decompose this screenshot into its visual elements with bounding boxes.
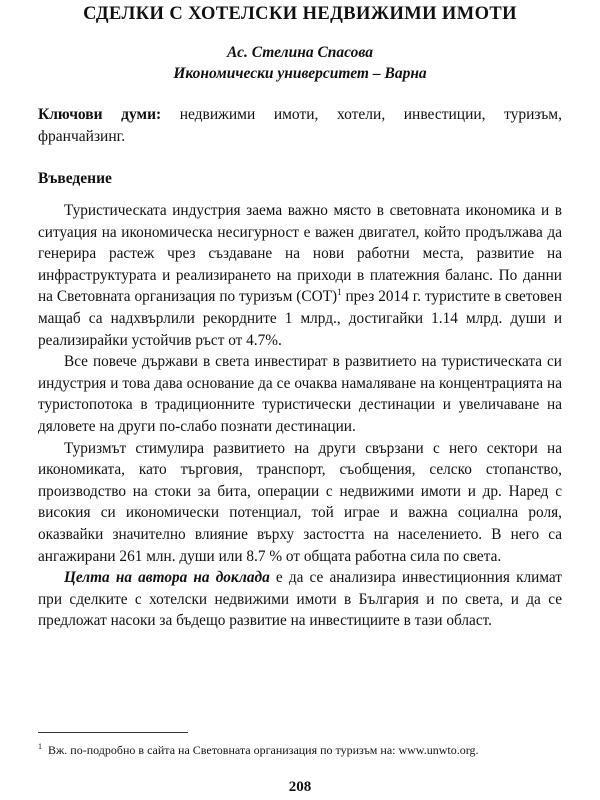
paragraph-1-text-b: през 2014 г. туристите в световен мащаб са надхвърлили рекордните 1 млрд., достигайки 1.14 млрд. души и реализирайки устойчив ръст от 4.7%. [38, 288, 563, 349]
paragraph-1 [38, 200, 562, 351]
paper-title: СДЕЛКИ С ХОТЕЛСКИ НЕДВИЖИМИ ИМОТИ [83, 4, 517, 24]
paragraph-2: Все повече държави в света инвестират в развитието на туристическата си индустрия и това дава основание да се очаква намаляване на концентрацията на туристопотока в традиционните туристически дестинации и увеличаване на дяловете на други по-слабо познати дестинации. [38, 353, 562, 435]
keywords-label: Ключови думи: [38, 106, 162, 123]
page-number: 208 [288, 779, 312, 795]
paper-aim-phrase: Целта на автора на доклада [64, 569, 270, 587]
paragraph-3: Туризмът стимулира развитието на други свързани с него сектори на икономиката, като търговия, транспорт, съобщения, селско стопанство, производство на стоки за бита, операции с недвижими имоти и др. Наред с високия си икономически потенциал, той играе и важна социална роля, оказвайки значително влияние върху застостта на населението. В него са ангажирани 261 млн. души или 8.7 % от общата работна сила по света. [38, 439, 562, 565]
author-block [38, 42, 562, 84]
paragraph-4-text: е да се анализира инвестиционния климат при сделките с хотелски недвижими имоти в България и по света, и да се предложат насоки за бъдещо развитие на инвестициите в тази област. [38, 569, 562, 630]
introduction-body [38, 200, 562, 632]
author-name: Ас. Стелина Спасова [227, 44, 373, 61]
footnote-divider [38, 732, 188, 733]
section-heading-introduction: Въведение [38, 170, 112, 187]
paragraph-1-text-a: Туристическата индустрия заема важно място в световната икономика и в ситуация на икономическа несигурност е важен двигател, който продължава да генерира растеж чрез създаване на нови работни места, развитие на инфраструктурата и реализирането на приходи в платежния баланс. По данни на Световната организация по туризъм (СОТ) [38, 202, 562, 306]
footnote-marker: 1 [38, 742, 42, 751]
footnote-text: Вж. по-подробно в сайта на Световната организация по туризъм на: www.unwto.org. [48, 743, 479, 757]
keywords [38, 104, 562, 148]
author-affiliation: Икономически университет – Варна [173, 65, 427, 82]
document-page [38, 0, 562, 800]
paragraph-4 [38, 567, 562, 632]
keywords-list: недвижими имоти, хотели, инвестиции, туризъм, франчайзинг. [38, 106, 562, 145]
footnotes [38, 732, 562, 758]
footnote-1 [38, 739, 562, 758]
footnote-reference[interactable]: 1 [337, 287, 342, 298]
